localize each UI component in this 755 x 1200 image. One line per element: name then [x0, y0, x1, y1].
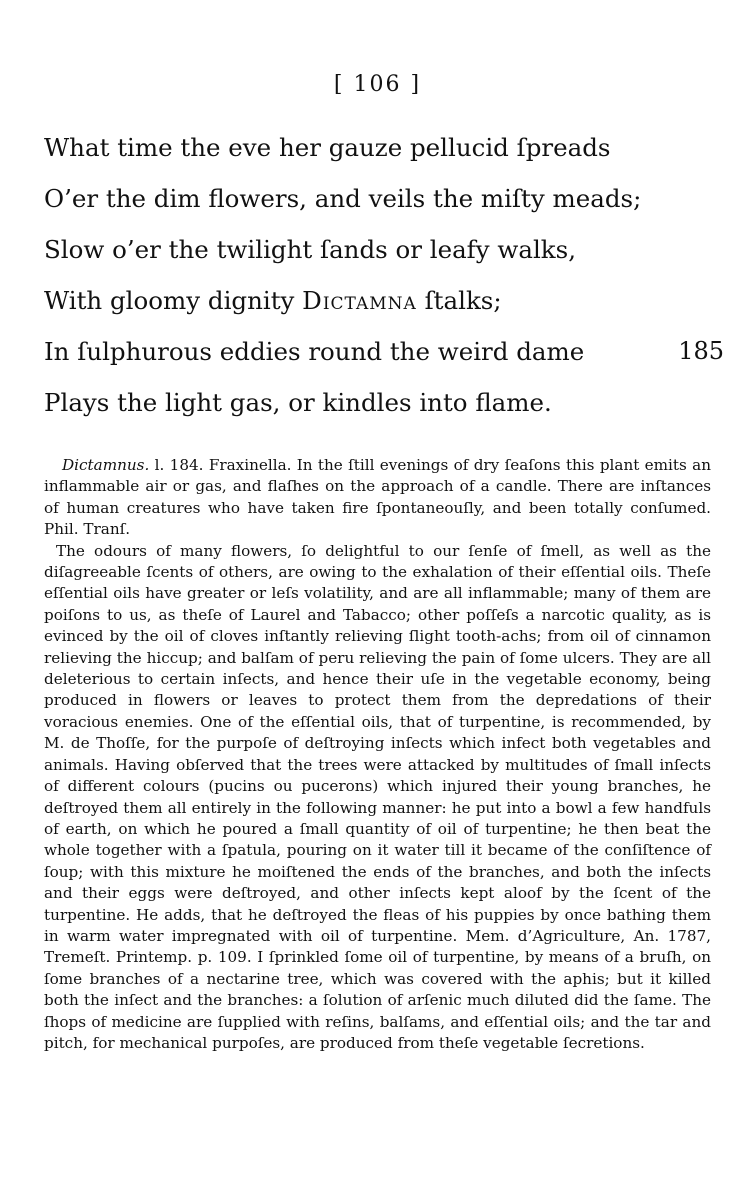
footnotes	[44, 455, 711, 1054]
verse-text: With gloomy dignity	[44, 286, 303, 315]
verse-line	[44, 326, 724, 377]
verse-text-end: ſtalks;	[416, 286, 502, 315]
verse-line	[44, 122, 724, 173]
verse-smallcaps-name: Dictamna	[302, 286, 417, 315]
verse-text: In ſulphurous eddies round the weird dame	[44, 337, 585, 366]
note-paragraph: The odours of many flowers, ſo delightful to our ſenſe of ſmell, as well as the diſagreeable ſcents of others, are owing to the exhalation of their eſſential oils. Theſe eſſential oils have greater or leſs volatility, and are all inflammable; many of them are poiſons to us, as theſe of Laurel and Tabacco; other poſſeſs a narcotic quality, as is evinced by the oil of cloves inſtantly relieving ſlight tooth-achs; from oil of cinnamon relieving the hiccup; and balſam of peru relieving the pain of ſome ulcers. They are all deleterious to certain inſects, and hence their uſe in the vegetable economy, being produced in flowers or leaves to protect them from the depredations of their voracious enemies. One of the eſſential oils, that of turpentine, is recommended, by M. de Thoſſe, for the purpoſe of deſtroying inſects which infect both vegetables and animals. Having obſerved that the trees were attacked by multitudes of ſmall inſects of different colours (pucins ou pucerons) which injured their young branches, he deſtroyed them all entirely in the following manner: he put into a bowl a few handfuls of earth, on which he poured a ſmall quantity of oil of turpentine; he then beat the whole together with a ſpatula, pouring on it water till it became of the conſiſtence of ſoup; with this mixture he moiſtened the ends of the branches, and both the inſects and their eggs were deſtroyed, and other inſects kept aloof by the ſcent of the turpentine. He adds, that he deſtroyed the fleas of his puppies by once bathing them in warm water impregnated with oil of turpentine. Mem. d’Agriculture, An. 1787, Tremeſt. Printemp. p. 109. I ſprinkled ſome oil of turpentine, by means of a bruſh, on ſome branches of a nectarine tree, which was covered with the aphis; but it killed both the inſect and the branches: a ſolution of arſenic much diluted did the ſame. The ſhops of medicine are ſupplied with reſins, balſams, and eſſential oils; and the tar and pitch, for mechanical purpoſes, are produced from theſe vegetable ſecretions.	[44, 541, 711, 1052]
verse-line	[44, 224, 724, 275]
verse-text: O’er the dim flowers, and veils the miſty meads;	[44, 184, 642, 213]
verse-text: Plays the light gas, or kindles into flame.	[44, 388, 552, 417]
poem-stanza	[44, 122, 724, 428]
verse-line	[44, 173, 724, 224]
line-number: 185	[678, 337, 724, 365]
verse-line	[44, 377, 724, 428]
page-number: [ 106 ]	[333, 72, 422, 97]
note-text: l. 184. Fraxinella. In the ſtill evenings of dry ſeaſons this plant emits an inflammable air or gas, and flaſhes on the approach of a candle. There are inſtances of human creatures who have taken fire ſpontaneouſly, and been totally conſumed. Phil. Tranſ.	[44, 456, 711, 539]
verse-line	[44, 275, 724, 326]
verse-text: What time the eve her gauze pellucid ſpreads	[44, 133, 611, 162]
note-headword: Dictamnus.	[62, 456, 150, 474]
verse-text: Slow o’er the twilight ſands or leafy walks,	[44, 235, 577, 264]
note-paragraph	[44, 455, 711, 541]
